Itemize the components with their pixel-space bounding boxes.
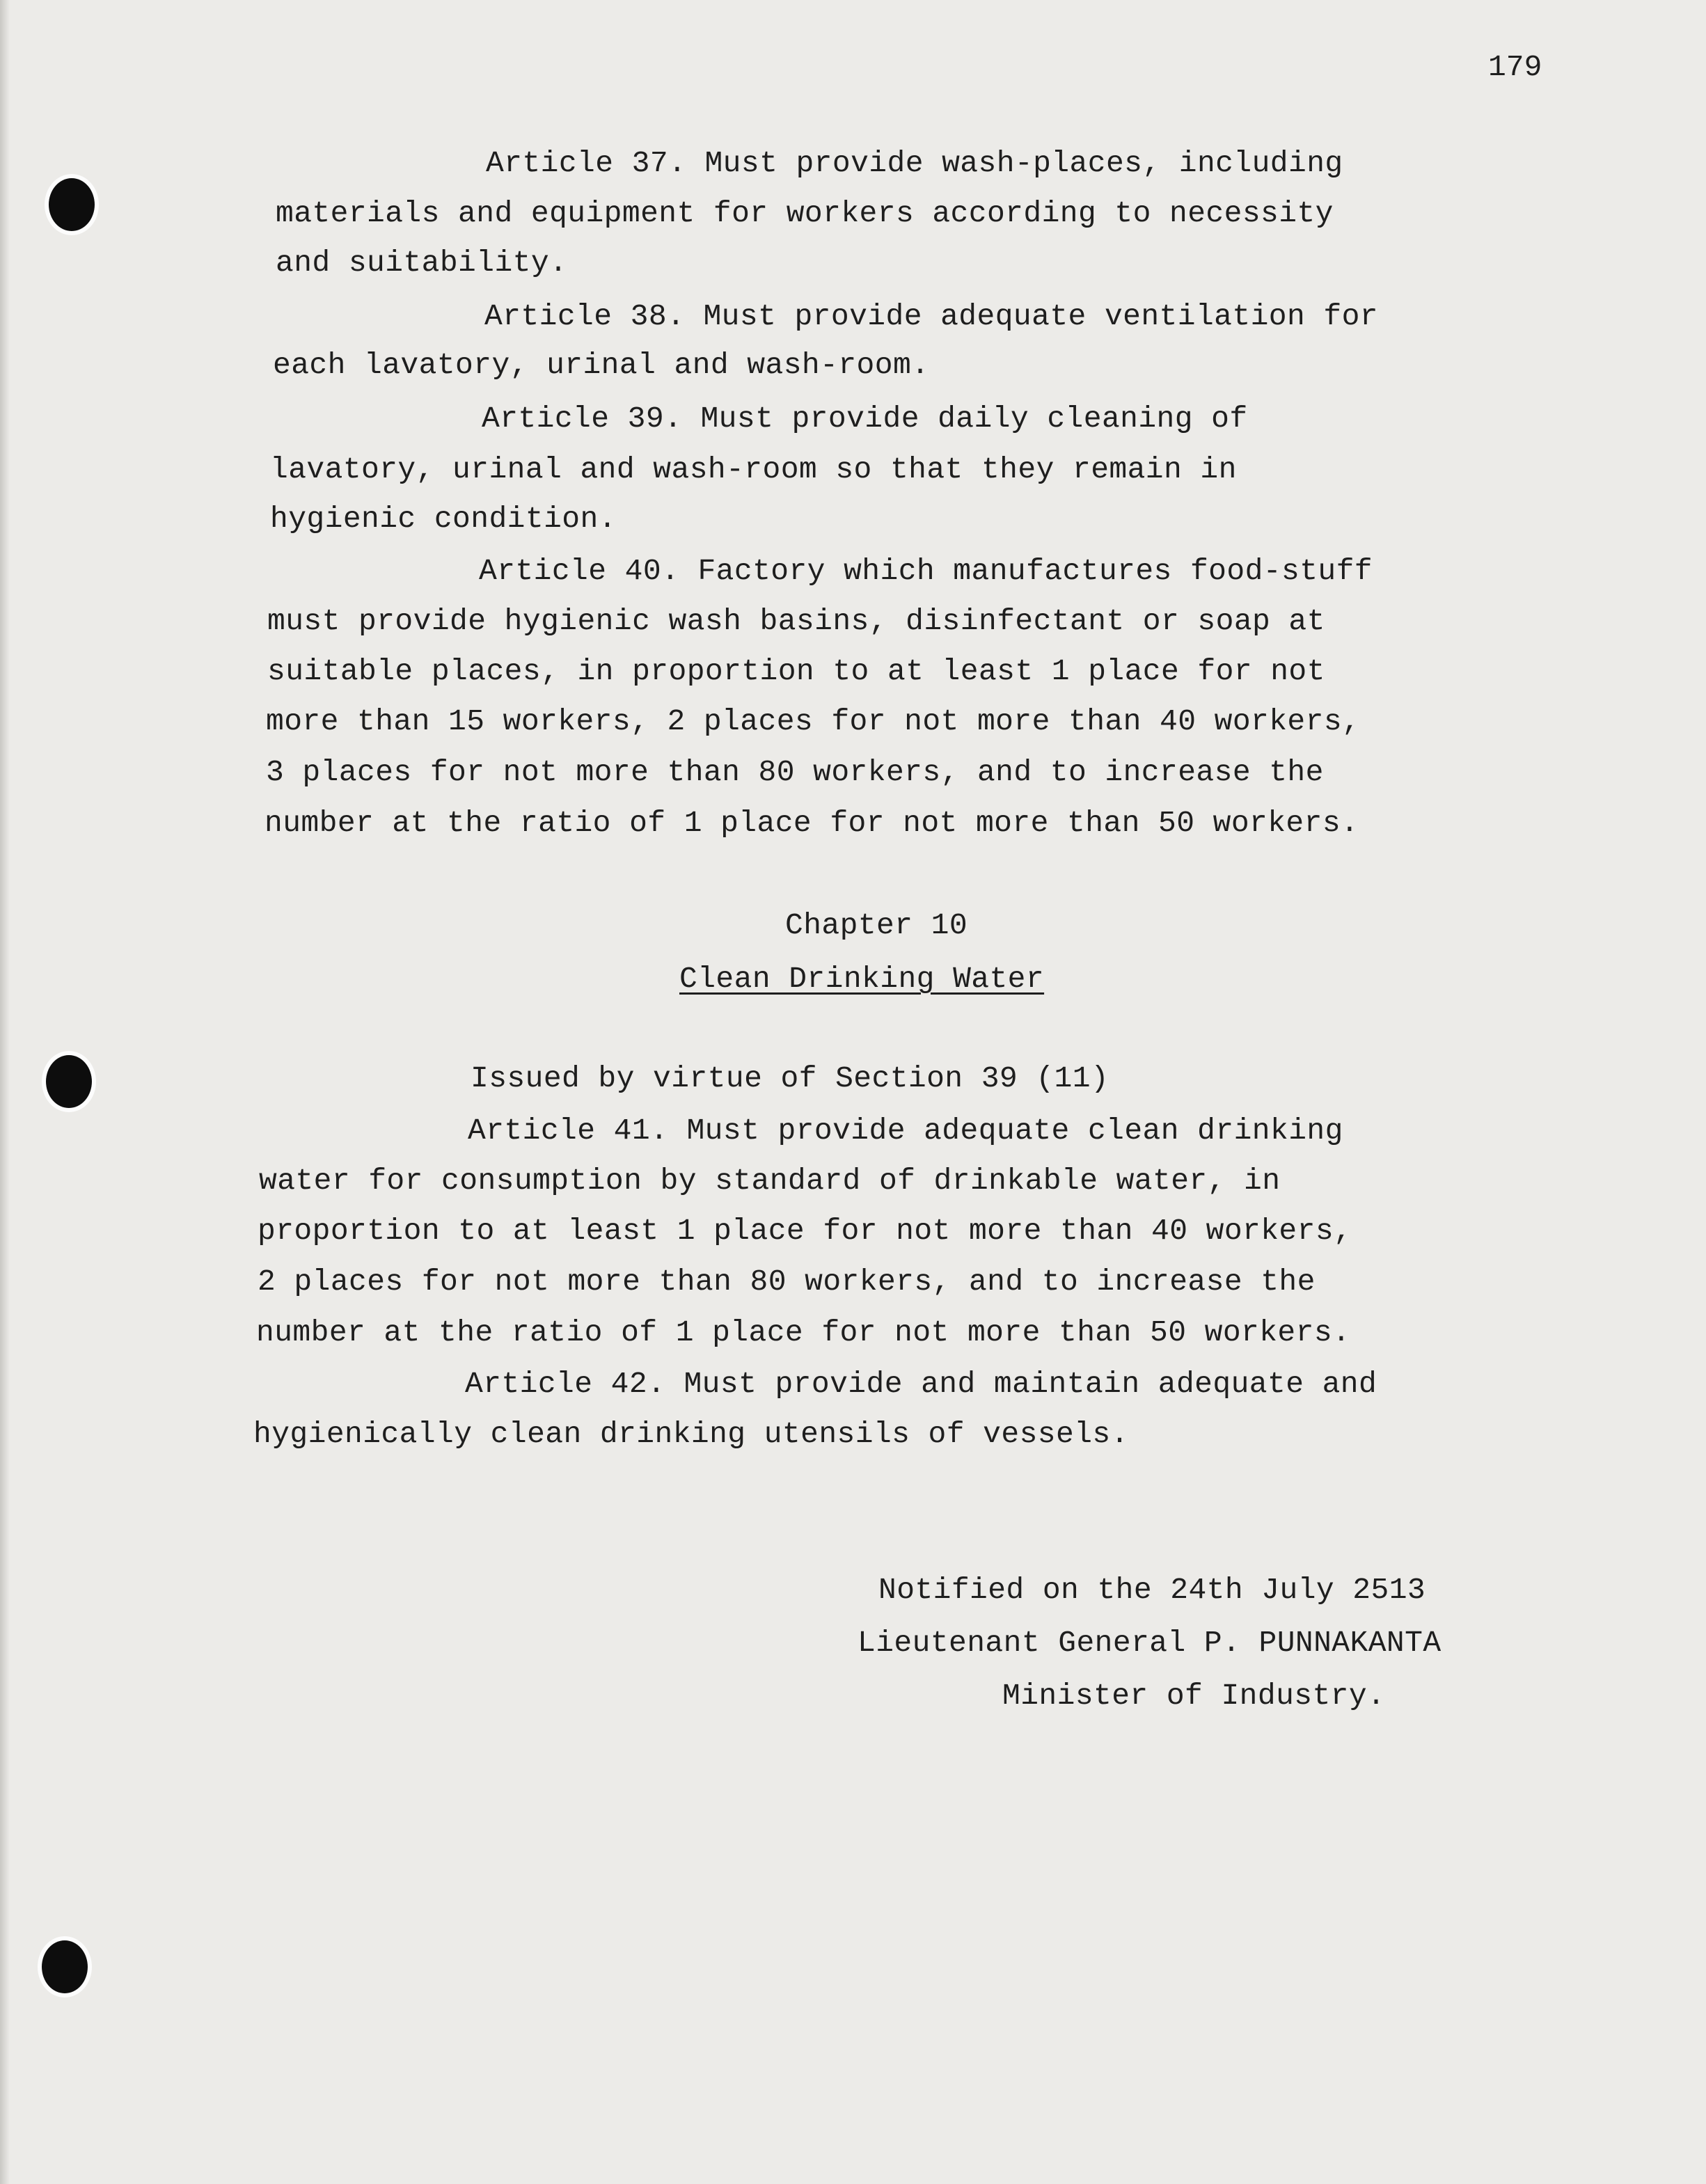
signatory-title: Minister of Industry. <box>1002 1679 1386 1713</box>
article-40-line-6: number at the ratio of 1 place for not more than 50 workers. <box>264 806 1359 840</box>
article-42-line-1: Article 42. Must provide and maintain adequate and <box>465 1367 1377 1401</box>
punch-hole-middle <box>46 1055 92 1108</box>
article-41-line-5: number at the ratio of 1 place for not more than 50 workers. <box>256 1315 1351 1350</box>
article-37-line-2: materials and equipment for workers according to necessity <box>276 196 1334 230</box>
article-41-line-3: proportion to at least 1 place for not more than 40 workers, <box>258 1214 1352 1248</box>
article-40-line-2: must provide hygienic wash basins, disinfectant or soap at <box>267 604 1325 638</box>
page-edge-shadow <box>0 0 10 2184</box>
signatory-name: Lieutenant General P. PUNNAKANTA <box>858 1626 1442 1660</box>
chapter-heading: Chapter 10 <box>785 908 968 942</box>
article-41-line-2: water for consumption by standard of drinkable water, in <box>259 1164 1281 1198</box>
article-37-line-3: and suitability. <box>276 246 568 280</box>
article-37-line-1: Article 37. Must provide wash-places, including <box>486 146 1343 180</box>
punch-hole-top <box>49 178 95 231</box>
article-41-line-4: 2 places for not more than 80 workers, and to increase the <box>258 1265 1316 1299</box>
article-41-line-1: Article 41. Must provide adequate clean drinking <box>468 1114 1343 1148</box>
article-40-line-3: suitable places, in proportion to at least 1 place for not <box>267 654 1325 688</box>
article-39-line-2: lavatory, urinal and wash-room so that they remain in <box>270 452 1237 486</box>
notified-date: Notified on the 24th July 2513 <box>878 1573 1426 1607</box>
article-39-line-1: Article 39. Must provide daily cleaning of <box>482 402 1248 436</box>
article-39-line-3: hygienic condition. <box>270 502 617 536</box>
article-40-line-1: Article 40. Factory which manufactures food-stuff <box>479 554 1373 588</box>
page-number: 179 <box>1488 50 1542 84</box>
article-38-line-2: each lavatory, urinal and wash-room. <box>273 348 930 382</box>
issued-by-line: Issued by virtue of Section 39 (11) <box>471 1061 1109 1095</box>
article-40-line-5: 3 places for not more than 80 workers, and to increase the <box>266 755 1324 789</box>
punch-hole-bottom <box>42 1940 88 1993</box>
article-42-line-2: hygienically clean drinking utensils of vessels. <box>253 1417 1129 1451</box>
article-40-line-4: more than 15 workers, 2 places for not more than 40 workers, <box>266 704 1361 738</box>
article-38-line-1: Article 38. Must provide adequate ventilation for <box>484 299 1379 333</box>
chapter-title: Clean Drinking Water <box>679 962 1045 996</box>
